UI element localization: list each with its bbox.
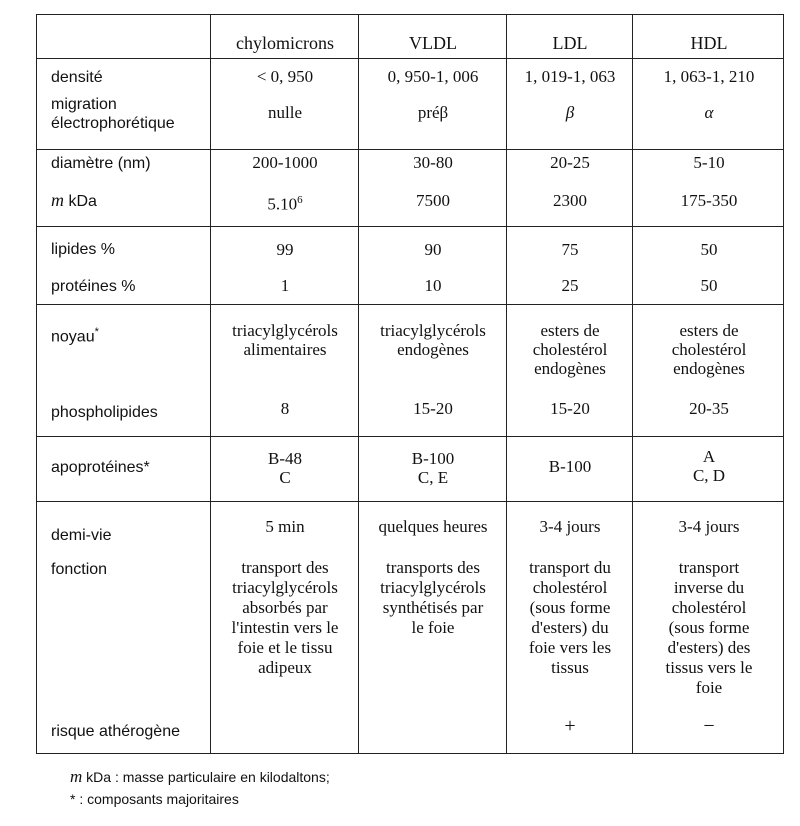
lipoprotein-table (36, 14, 784, 754)
cell-phospholipides-vldl: 15-20 (413, 399, 453, 418)
cell-lipides-hdl: 50 (700, 240, 718, 259)
cell-mkda-chylo: 5.10$^6$ (267, 194, 303, 214)
cell-demivie-hdl: 3-4 jours (678, 517, 740, 536)
cell-demivie-vldl: quelques heures (378, 517, 488, 536)
cell-mkda-hdl: 175-350 (680, 191, 738, 210)
cell-lipides-ldl: 75 (561, 240, 579, 259)
label-apoproteines: apoprotéines* (51, 459, 150, 476)
cell-apoproteines-hdl: A C, D (692, 447, 726, 485)
cell-densite-ldl: 1, 019-1, 063 (524, 67, 616, 86)
label-migration-line1: migration (51, 96, 117, 113)
footnote-star: * : composants majoritaires (70, 791, 239, 807)
cell-lipides-vldl: 90 (424, 240, 442, 259)
label-phospholipides: phospholipides (51, 404, 158, 421)
cell-densite-vldl: 0, 950-1, 006 (387, 67, 479, 86)
cell-mkda-ldl: 2300 (553, 191, 587, 210)
cell-densite-chylo: < 0, 950 (256, 67, 314, 86)
cell-risque-hdl: − (703, 715, 715, 737)
cell-apoproteines-chylo: B-48 C (268, 449, 302, 487)
label-risque: risque athérogène (51, 723, 180, 740)
cell-migration-chylo: nulle (268, 103, 302, 122)
cell-proteines-ldl: 25 (561, 276, 579, 295)
label-lipides: lipides % (51, 241, 116, 258)
cell-apoproteines-vldl: B-100 C, E (411, 449, 455, 487)
cell-diametre-ldl: 20-25 (550, 153, 590, 172)
label-fonction: fonction (51, 561, 108, 578)
row-divider (37, 501, 783, 502)
cell-migration-vldl: préβ (417, 103, 449, 122)
cell-diametre-vldl: 30-80 (413, 153, 453, 172)
cell-proteines-hdl: 50 (700, 276, 718, 295)
row-divider (37, 226, 783, 227)
cell-proteines-vldl: 10 (424, 276, 442, 295)
cell-diametre-hdl: 5-10 (693, 153, 725, 172)
row-divider (37, 436, 783, 437)
header-vldl: VLDL (409, 33, 457, 53)
cell-noyau-ldl: esters de cholestérol endogènes (532, 321, 608, 378)
footnote-mkda: m kDa : masse particulaire en kilodaltons; (70, 767, 330, 786)
header-hdl: HDL (690, 33, 728, 53)
cell-diametre-chylo: 200-1000 (252, 153, 318, 172)
header-ldl: LDL (552, 33, 588, 53)
cell-noyau-vldl: triacylglycérols endogènes (380, 321, 486, 359)
cell-fonction-vldl: transports des triacylglycérols synthétisés par le foie (380, 558, 486, 637)
cell-noyau-chylo: triacylglycérols alimentaires (232, 321, 338, 359)
cell-demivie-chylo: 5 min (265, 517, 305, 536)
cell-fonction-ldl: transport du cholestérol (sous forme d'esters) du foie vers les tissus (528, 558, 612, 677)
cell-fonction-chylo: transport des triacylglycérols absorbés par l'intestin vers le foie et le tissu adipeux (231, 558, 339, 677)
cell-migration-hdl: α (704, 103, 714, 122)
cell-lipides-chylo: 99 (276, 240, 294, 259)
label-migration-line2: électrophorétique (51, 115, 175, 132)
cell-phospholipides-ldl: 15-20 (550, 399, 590, 418)
row-divider (37, 304, 783, 305)
row-divider (37, 149, 783, 150)
row-divider (37, 58, 783, 59)
cell-mkda-vldl: 7500 (416, 191, 450, 210)
header-chylomicrons: chylomicrons (236, 33, 334, 53)
cell-phospholipides-chylo: 8 (280, 399, 290, 418)
label-noyau: noyau* (51, 326, 99, 346)
label-proteines: protéines % (51, 278, 136, 295)
cell-fonction-hdl: transport inverse du cholestérol (sous forme d'esters) des tissus vers le foie (665, 558, 753, 697)
label-diametre: diamètre (nm) (51, 155, 151, 172)
label-densite: densité (51, 69, 103, 86)
label-migration (51, 95, 211, 133)
cell-demivie-ldl: 3-4 jours (539, 517, 601, 536)
cell-risque-ldl: + (564, 715, 576, 737)
label-demivie: demi-vie (51, 527, 112, 544)
cell-migration-ldl: β (565, 103, 575, 122)
cell-apoproteines-ldl: B-100 (548, 457, 592, 476)
cell-noyau-hdl: esters de cholestérol endogènes (671, 321, 747, 378)
cell-phospholipides-hdl: 20-35 (689, 399, 729, 418)
cell-densite-hdl: 1, 063-1, 210 (663, 67, 755, 86)
label-mkda: m kDa (51, 190, 97, 210)
cell-proteines-chylo: 1 (280, 276, 290, 295)
